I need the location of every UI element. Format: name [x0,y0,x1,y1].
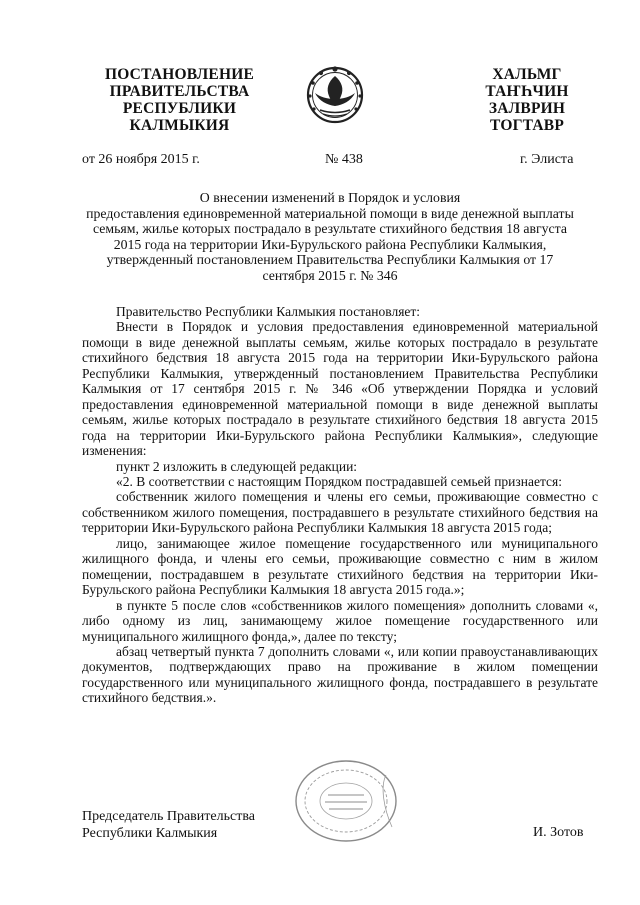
issuer-line: ПОСТАНОВЛЕНИЕ [104,66,255,83]
document-title [60,190,600,283]
title-line: 2015 года на территории Ики-Бурульского района Республики Калмыкия, [113,236,547,252]
document-number: № 438 [325,152,363,167]
document-city: г. Элиста [520,152,574,167]
official-round-seal-icon [288,757,410,847]
title-line: О внесении изменений в Порядок и условия [199,190,461,205]
document-body [82,304,598,706]
title-line: утвержденный постановлением Правительства Республики Калмыкия от 17 [106,252,554,267]
title-line: предоставления единовременной материальной помощи в виде денежной выплаты [86,205,574,221]
signatory-position [82,808,255,842]
issuer-line: ТАҤҺЧИН [485,83,569,100]
body-paragraph: лицо, занимающее жилое помещение государственного или муниципального жилищного фонда, и члены его семьи, проживающие совместно с ним в жилом помещении, пострадавшем в результате стихийного бедствия на территории Ики-Бурульского района Республики Калмыкия 18 августа 2015 года.»; [82,535,598,598]
body-paragraph: «2. В соответствии с настоящим Порядком пострадавшей семьей признается: [116,473,562,489]
body-paragraph: Внести в Порядок и условия предоставления единовременной материальной помощи в виде денежной выплаты семьям, жилье которых пострадало в результате стихийного бедствия 18 августа 2015 года на территории Ики-Бурульского района Республики Калмыкия, утвержденный постановлением Правительства Республики Калмыкия от 17 сентября 2015 г. № 346 «Об утверждении Порядка и условий предоставления единовременной материальной помощи в виде денежной выплаты семьям, жилье которых пострадало в результате стихийного бедствия 18 августа 2015 года на территории Ики-Бурульского района Республики Калмыкия», следующие изменения: [82,319,598,459]
title-line: сентября 2015 г. № 346 [262,267,398,283]
issuer-line: ЗАЛВРИН [488,100,566,117]
issuer-line: КАЛМЫКИЯ [129,117,230,134]
body-paragraph: Правительство Республики Калмыкия постановляет: [116,304,421,319]
body-paragraph: собственник жилого помещения и члены его семьи, проживающие совместно с собственником жилого помещения, пострадавшего в результате стихийного бедствия на территории Ики-Бурульского района Республики Калмыкия 18 августа 2015 года; [82,489,598,536]
body-paragraph: в пункте 5 после слов «собственников жилого помещения» дополнить словами «, либо одному из лиц, занимающему жилое помещение государственного или муниципального жилищного фонда,», далее по тексту; [82,597,598,644]
body-paragraph: пункт 2 изложить в следующей редакции: [116,458,358,474]
issuer-line: ПРАВИТЕЛЬСТВА [109,83,250,100]
body-paragraph: абзац четвертый пункта 7 дополнить словами «, или копии правоустанавливающих документов, подтверждающих право на проживание в жилом помещении государственного или муниципального жилищного фонда, пострадавшего в результате стихийного бедствия.». [82,643,598,706]
issuer-header-kalmyk [452,66,602,134]
issuer-header-russian [92,66,267,134]
signatory-name: И. Зотов [533,825,584,840]
issuer-line: ТОГТАВР [489,117,565,134]
title-line: семьям, жилье которых пострадало в результате стихийного бедствия 18 августа [92,221,568,236]
issuer-line: ХАЛЬМГ [492,66,562,83]
kalmykia-coat-of-arms-icon [300,58,370,128]
signatory-line: Председатель Правительства [82,809,255,824]
issuer-line: РЕСПУБЛИКИ [122,100,237,117]
signatory-line: Республики Калмыкия [82,826,218,841]
document-date: от 26 ноября 2015 г. [82,152,200,167]
